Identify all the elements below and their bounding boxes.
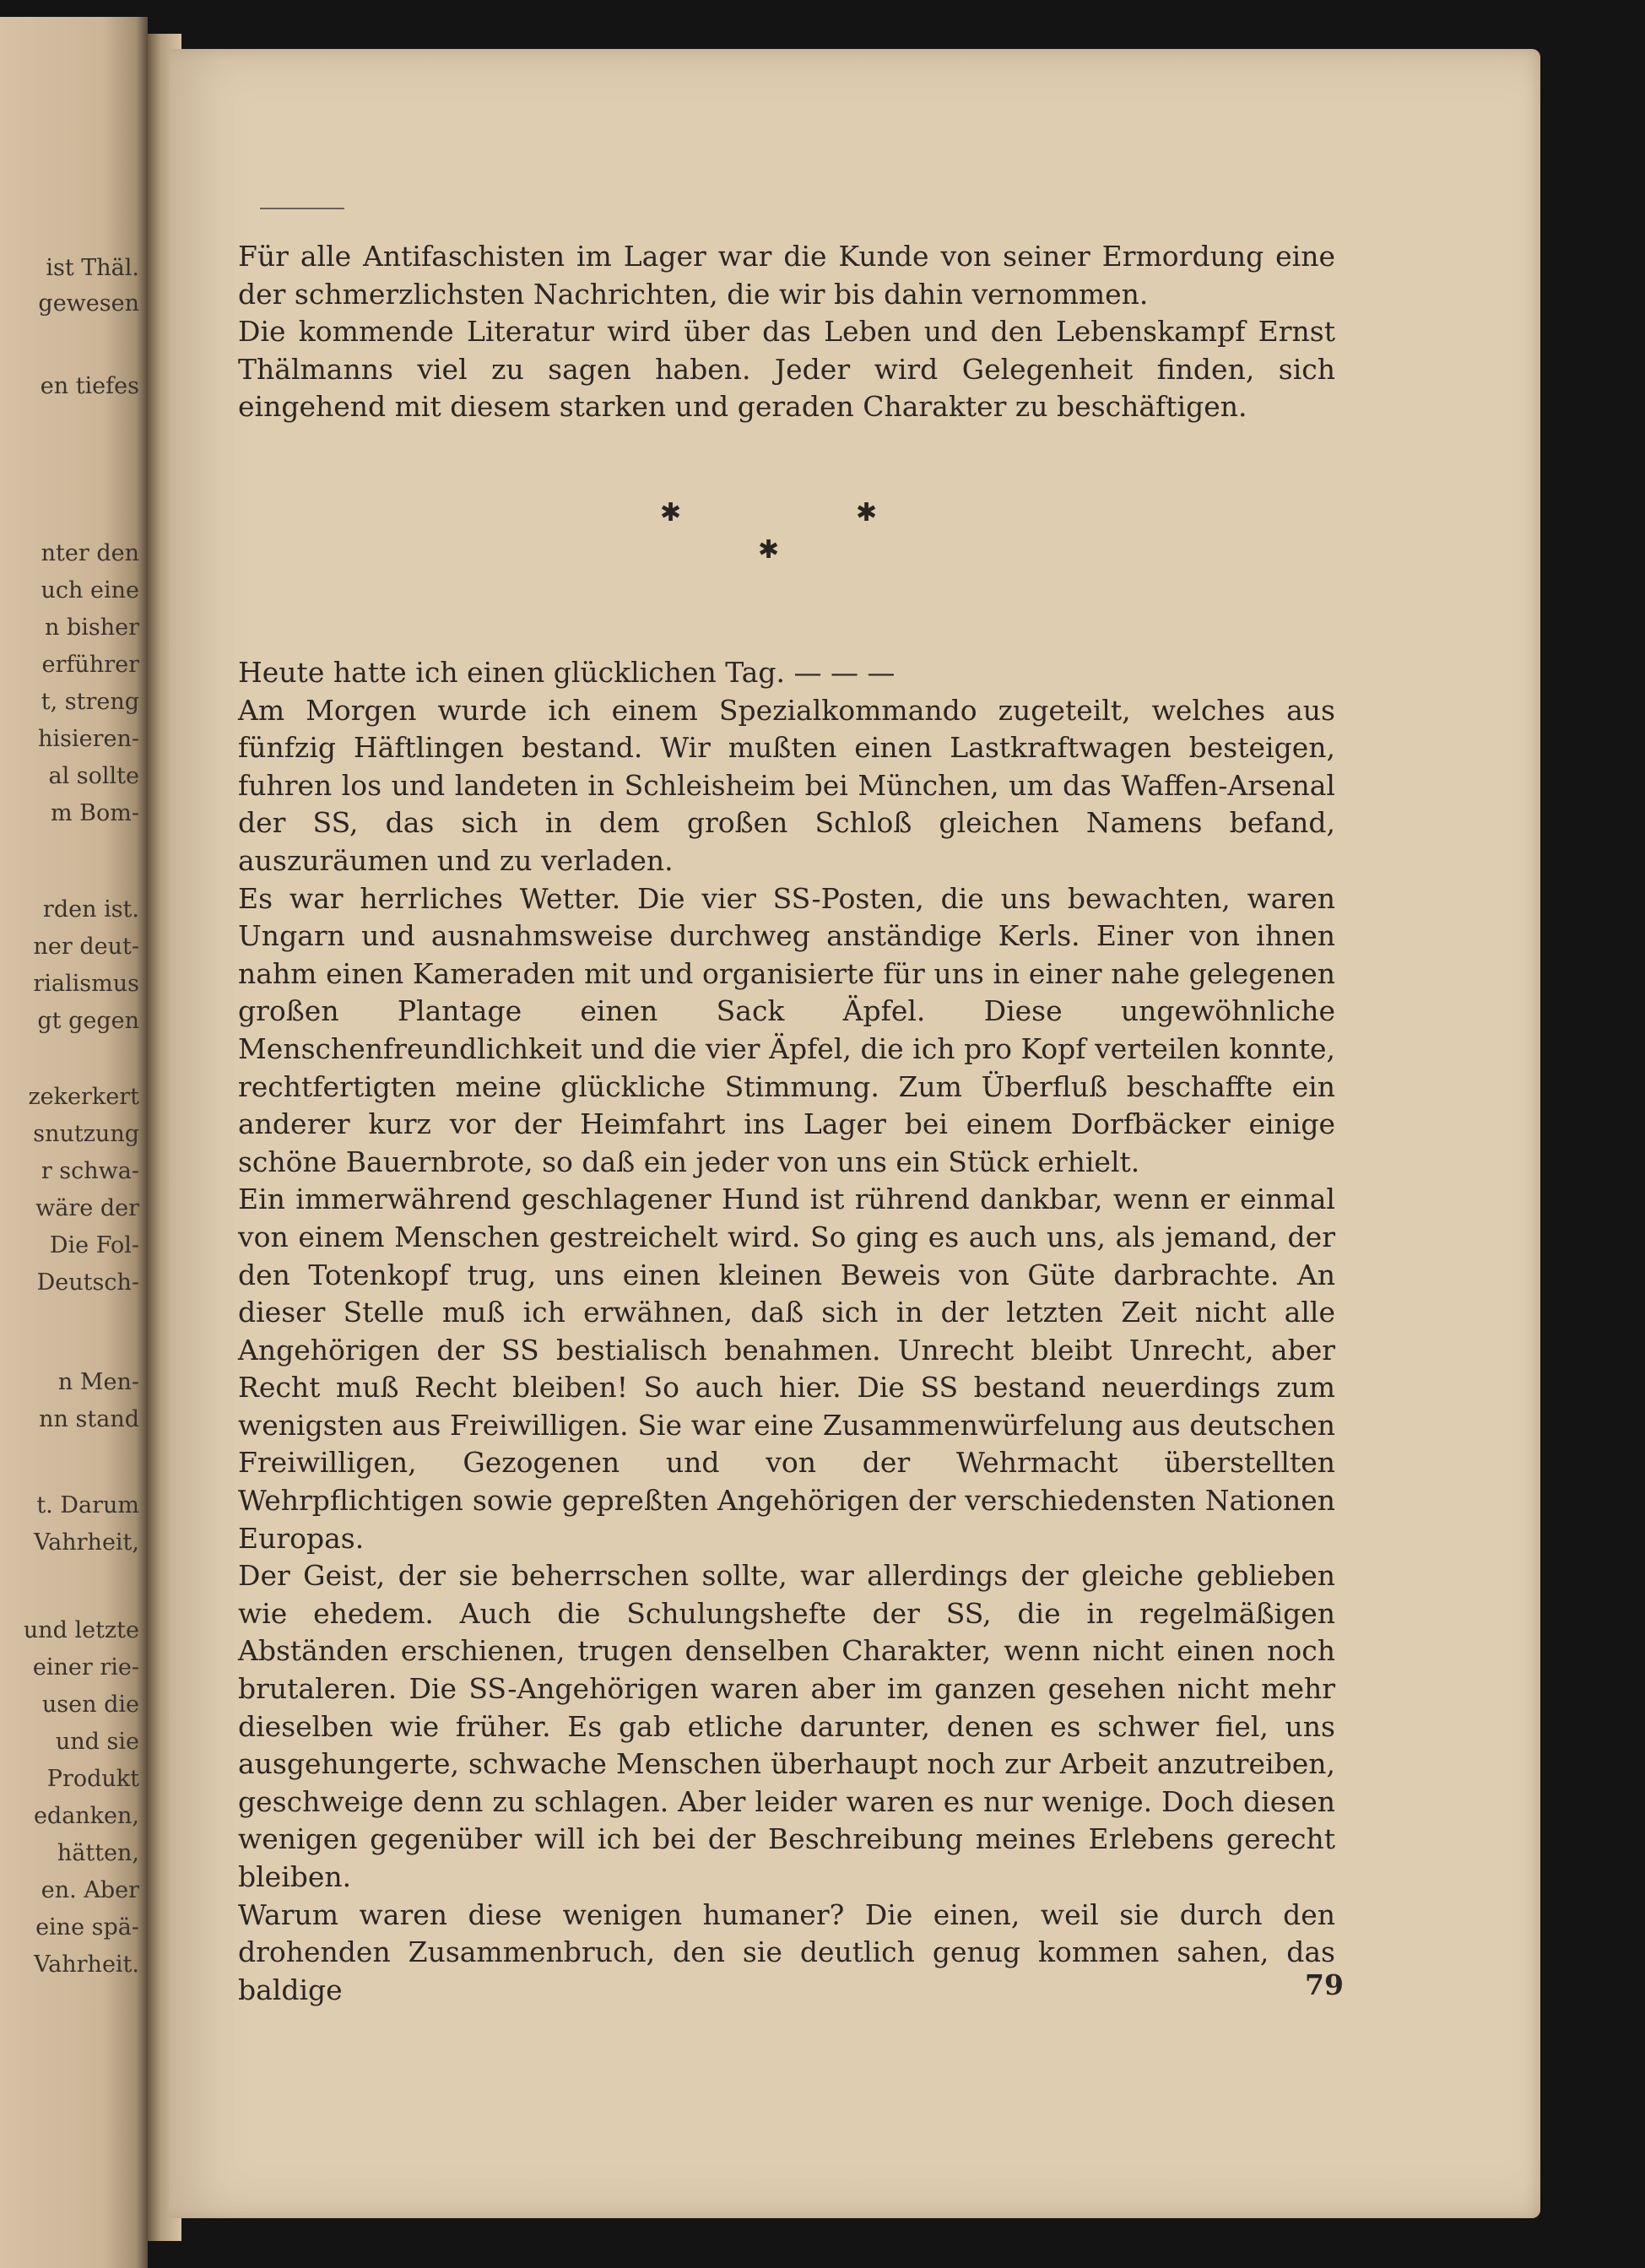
facing-page-fragment: wäre der — [35, 1195, 139, 1221]
facing-page-fragment: t, streng — [41, 689, 139, 715]
facing-page-fragment: hätten, — [57, 1840, 139, 1866]
facing-page — [0, 17, 148, 2268]
facing-page-fragment: uch eine — [41, 577, 139, 604]
facing-page-fragment: m Bom- — [50, 800, 139, 826]
paragraph: Warum waren diese wenigen humaner? Die einen, weil sie durch den drohenden Zusammenbruch, den sie deutlich genug kommen sahen, das baldige — [238, 1897, 1335, 2006]
facing-page-fragment: und letzte — [23, 1617, 139, 1643]
paragraph: Am Morgen wurde ich einem Spezialkommando zugeteilt, welches aus fünfzig Häftlingen bestand. Wir mußten einen Lastkraftwagen besteigen, fuhren los und landeten in Schleisheim bei München, um das Waffen-Arsenal der SS, das sich in dem großen Schloß gleichen Namens befand, auszuräumen und zu verladen. — [238, 693, 1335, 877]
asterisk-icon: ✱ — [758, 535, 780, 565]
paragraph: Heute hatte ich einen glücklichen Tag. — — — — [238, 656, 896, 689]
facing-page-fragment: und sie — [55, 1729, 139, 1755]
facing-page-fragment: ist Thäl. — [46, 255, 139, 281]
facing-page-fragment: eine spä- — [35, 1914, 139, 1941]
facing-page-fragment: edanken, — [33, 1803, 139, 1829]
facing-page-fragment: Die Fol- — [49, 1232, 139, 1258]
facing-page-fragment: snutzung — [33, 1121, 139, 1147]
facing-page-fragment: t. Darum — [36, 1492, 139, 1518]
facing-page-fragment: Vahrheit. — [34, 1951, 139, 1978]
facing-page-fragment: nn stand — [39, 1406, 139, 1432]
paragraph: Die kommende Literatur wird über das Leben und den Lebenskampf Ernst Thälmanns viel zu sagen haben. Jeder wird Gelegenheit finden, sich eingehend mit diesem starken und geraden Charakter zu beschäftigen. — [238, 315, 1335, 424]
facing-page-fragment: gewesen — [38, 290, 139, 317]
page-number: 79 — [1305, 1968, 1344, 2001]
facing-page-fragment: Vahrheit, — [34, 1529, 139, 1556]
decorative-rule — [260, 208, 344, 209]
paragraph: Es war herrliches Wetter. Die vier SS-Posten, die uns bewachten, waren Ungarn und ausnahmsweise durchweg anständige Kerls. Einer von ihnen nahm einen Kameraden mit und organisierte für uns in einer nahe gelegenen großen Plantage einen Sack Äpfel. Diese ungewöhnliche Menschenfreundlichkeit und die vier Äpfel, die ich pro Kopf verteilen konnte, rechtfertigten meine glückliche Stimmung. Zum Überfluß beschaffte ein anderer kurz vor der Heimfahrt ins Lager bei einem Dorfbäcker einige schöne Bauernbrote, so daß ein jeder von uns ein Stück erhielt. — [238, 881, 1335, 1178]
facing-page-fragment: al sollte — [48, 763, 139, 789]
section-separator — [660, 498, 878, 566]
asterisk-icon: ✱ — [660, 498, 682, 528]
paragraph: Ein immerwährend geschlagener Hund ist rührend dankbar, wenn er einmal von einem Menschen gestreichelt wird. So ging es auch uns, als jemand, der den Totenkopf trug, uns einen kleinen Beweis von Güte darbrachte. An dieser Stelle muß ich erwähnen, daß sich in der letzten Zeit nicht alle Angehörigen der SS bestialisch benahmen. Unrecht bleibt Unrecht, aber Recht muß Recht bleiben! So auch hier. Die SS bestand neuerdings zum wenigsten aus Freiwilligen. Sie war eine Zusammenwürfelung aus deutschen Freiwilligen, Gezogenen und von der Wehrmacht überstellten Wehrpflichtigen sowie gepreßten Angehörigen der verschiedensten Nationen Europas. — [238, 1183, 1335, 1555]
facing-page-fragment: en. Aber — [41, 1877, 139, 1903]
facing-page-fragment: Deutsch- — [36, 1269, 139, 1296]
facing-page-fragment: r schwa- — [41, 1158, 139, 1184]
facing-page-fragment: n Men- — [57, 1369, 139, 1395]
facing-page-fragment: hisieren- — [38, 726, 139, 752]
facing-page-fragment: usen die — [41, 1692, 139, 1718]
facing-page-fragment: erführer — [41, 652, 139, 678]
facing-page-fragment: zekerkert — [28, 1084, 139, 1110]
facing-page-fragment: ner deut- — [33, 934, 139, 960]
facing-page-fragment: einer rie- — [32, 1654, 139, 1681]
facing-page-fragment: Produkt — [46, 1766, 139, 1792]
facing-page-fragment: rden ist. — [42, 896, 139, 923]
facing-page-fragment: n bisher — [44, 614, 139, 641]
section-1-text — [238, 238, 1335, 426]
section-2-text — [238, 654, 1335, 2009]
asterisk-icon: ✱ — [856, 498, 878, 528]
facing-page-fragment: en tiefes — [40, 373, 139, 399]
facing-page-fragment: rialismus — [33, 971, 139, 997]
facing-page-fragment: gt gegen — [37, 1008, 139, 1034]
facing-page-fragment: nter den — [41, 540, 139, 566]
paragraph: Der Geist, der sie beherrschen sollte, war allerdings der gleiche geblieben wie ehedem. Auch die Schulungshefte der SS, die in regelmäßigen Abständen erschienen, trugen denselben Charakter, wenn nicht einen noch brutaleren. Die SS-Angehörigen waren aber im ganzen gesehen nicht mehr dieselben wie früher. Es gab etliche darunter, denen es schwer fiel, uns ausgehungerte, schwache Menschen überhaupt noch zur Arbeit anzutreiben, geschweige denn zu schlagen. Aber leider waren es nur wenige. Doch diesen wenigen gegenüber will ich bei der Beschreibung meines Erlebens gerecht bleiben. — [238, 1559, 1335, 1893]
paragraph: Für alle Antifaschisten im Lager war die Kunde von seiner Ermordung eine der schmerzlichsten Nachrichten, die wir bis dahin vernommen. — [238, 240, 1335, 311]
